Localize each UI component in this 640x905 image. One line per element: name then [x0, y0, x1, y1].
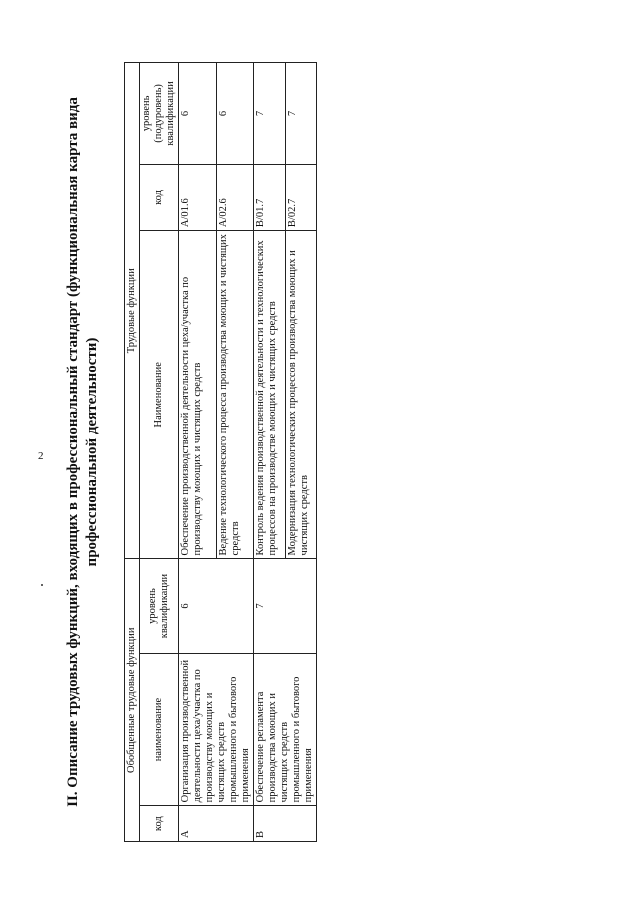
page-number: 2 [38, 450, 44, 462]
table-row [254, 63, 286, 842]
section-heading [64, 62, 102, 842]
lf-level-cell: 6 [216, 63, 254, 165]
lf-level-cell: 6 [179, 63, 217, 165]
heading-line-2: профессиональной деятельности) [84, 337, 100, 567]
lf-name-cell: Ведение технологического процесса производства моющих и чистящих средств [216, 231, 254, 559]
heading-line-1: II. Описание трудовых функций, входящих в профессиональный стандарт (функциональная карта вида [65, 97, 81, 807]
header-generalized-functions: Обобщенные трудовые функции [125, 559, 140, 842]
gf-name-cell: Обеспечение регламента производства моющих и чистящих средств промышленного и бытового применения [254, 653, 317, 806]
header-labor-functions: Трудовые функции [125, 63, 140, 559]
rotated-page-content [64, 62, 344, 842]
lf-name-cell: Модернизация технологических процессов производства моющих и чистящих средств [285, 231, 317, 559]
header-lf-level: уровень (подуровень) квалификации [140, 63, 179, 165]
header-lf-code: код [140, 164, 179, 230]
gf-level-cell: 6 [179, 559, 254, 653]
header-group-row [125, 63, 140, 842]
header-lf-name: Наименование [140, 231, 179, 559]
lf-code-cell: А/02.6 [216, 164, 254, 230]
lf-level-cell: 7 [285, 63, 317, 165]
lf-level-cell: 7 [254, 63, 286, 165]
gf-level-cell: 7 [254, 559, 317, 653]
header-name: наименование [140, 653, 179, 806]
scan-speck [41, 584, 43, 586]
functional-map-table [124, 62, 317, 842]
lf-code-cell: В/01.7 [254, 164, 286, 230]
lf-code-cell: В/02.7 [285, 164, 317, 230]
gf-name-cell: Организация производственной деятельности цеха/участка по производству моющих и чистящих средств промышленного и бытового применения [179, 653, 254, 806]
header-level: уровень квалификации [140, 559, 179, 653]
header-columns-row [140, 63, 179, 842]
lf-name-cell: Обеспечение производственной деятельности цеха/участка по производству моющих и чистящих средств [179, 231, 217, 559]
lf-name-cell: Контроль ведения производственной деятельности и технологических процессов на производстве моющих и чистящих средств [254, 231, 286, 559]
table-row [179, 63, 217, 842]
gf-code-cell: А [179, 806, 254, 842]
gf-code-cell: В [254, 806, 317, 842]
header-code: код [140, 806, 179, 842]
lf-code-cell: А/01.6 [179, 164, 217, 230]
